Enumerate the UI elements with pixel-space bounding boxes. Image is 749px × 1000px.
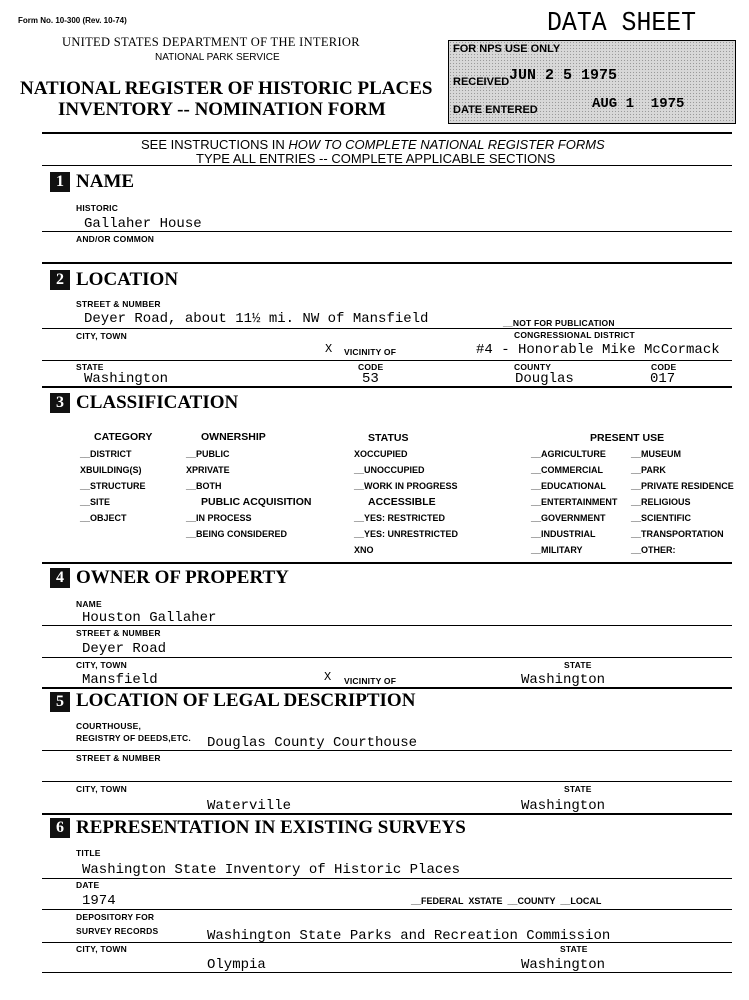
- owner-name-value: Houston Gallaher: [82, 610, 217, 626]
- nps-box-label: FOR NPS USE ONLY: [453, 43, 561, 55]
- present-use-option[interactable]: __AGRICULTURE: [531, 449, 606, 459]
- section-6-number: 6: [50, 818, 70, 838]
- status-option[interactable]: XOCCUPIED: [354, 449, 408, 459]
- survey-state-value: Washington: [521, 957, 606, 973]
- section-3-title: CLASSIFICATION: [76, 392, 239, 413]
- county-code-label: CODE: [651, 362, 677, 372]
- courthouse-label-line1: COURTHOUSE,: [76, 721, 142, 731]
- street-label: STREET & NUMBER: [76, 299, 161, 309]
- legal-state-label: STATE: [564, 784, 592, 794]
- category-option[interactable]: __DISTRICT: [80, 449, 132, 459]
- section-3-number: 3: [50, 393, 70, 413]
- present-use-heading: PRESENT USE: [590, 432, 665, 444]
- section-2-number: 2: [50, 270, 70, 290]
- owner-name-label: NAME: [76, 599, 102, 609]
- historic-label: HISTORIC: [76, 203, 119, 213]
- date-entered-value: AUG 1 1975: [592, 96, 685, 112]
- department-name: UNITED STATES DEPARTMENT OF THE INTERIOR: [62, 35, 360, 49]
- not-for-publication: __NOT FOR PUBLICATION: [503, 318, 615, 328]
- form-title-line1: NATIONAL REGISTER OF HISTORIC PLACES: [20, 78, 433, 99]
- public-acquisition-heading: PUBLIC ACQUISITION: [201, 496, 312, 508]
- city-label: CITY, TOWN: [76, 331, 127, 341]
- acquisition-option[interactable]: __IN PROCESS: [186, 513, 252, 523]
- owner-city-label: CITY, TOWN: [76, 660, 127, 670]
- instructions-rule: [42, 165, 732, 166]
- header-rule: [42, 132, 732, 134]
- ownership-option[interactable]: XPRIVATE: [186, 465, 230, 475]
- section-rule: [42, 687, 732, 689]
- instructions-line2: TYPE ALL ENTRIES -- COMPLETE APPLICABLE SECTIONS: [196, 151, 556, 166]
- historic-name-value: Gallaher House: [84, 216, 202, 232]
- survey-title-value: Washington State Inventory of Historic Places: [82, 862, 461, 878]
- survey-level-options: __FEDERAL XSTATE __COUNTY __LOCAL: [411, 896, 602, 906]
- state-value: Washington: [84, 371, 169, 387]
- survey-title-label: TITLE: [76, 848, 101, 858]
- form-number: Form No. 10-300 (Rev. 10-74): [18, 16, 127, 25]
- congressional-district-value: #4 - Honorable Mike McCormack: [476, 342, 720, 358]
- present-use-option[interactable]: __PARK: [631, 465, 666, 475]
- present-use-option[interactable]: __EDUCATIONAL: [531, 481, 606, 491]
- courthouse-label-line2: REGISTRY OF DEEDS,ETC.: [76, 733, 191, 743]
- accessible-heading: ACCESSIBLE: [368, 496, 436, 508]
- present-use-option[interactable]: __SCIENTIFIC: [631, 513, 692, 523]
- owner-state-value: Washington: [521, 672, 606, 688]
- instructions-prefix: SEE INSTRUCTIONS IN: [141, 137, 289, 152]
- county-value: Douglas: [515, 371, 574, 387]
- legal-city-value: Waterville: [207, 798, 292, 814]
- accessible-option[interactable]: __YES: UNRESTRICTED: [354, 529, 459, 539]
- owner-state-label: STATE: [564, 660, 592, 670]
- status-option[interactable]: __UNOCCUPIED: [354, 465, 425, 475]
- owner-street-value: Deyer Road: [82, 641, 167, 657]
- state-label: STATE: [76, 362, 104, 372]
- location-street-value: Deyer Road, about 11½ mi. NW of Mansfield: [84, 311, 429, 327]
- survey-city-label: CITY, TOWN: [76, 944, 127, 954]
- section-2-title: LOCATION: [76, 269, 179, 290]
- category-option[interactable]: __STRUCTURE: [80, 481, 146, 491]
- section-rule: [42, 386, 732, 388]
- owner-street-label: STREET & NUMBER: [76, 628, 161, 638]
- rule: [42, 328, 732, 329]
- owner-vicinity-label: VICINITY OF: [344, 676, 397, 686]
- section-6-title: REPRESENTATION IN EXISTING SURVEYS: [76, 817, 466, 838]
- present-use-option[interactable]: __TRANSPORTATION: [631, 529, 724, 539]
- present-use-option[interactable]: __ENTERTAINMENT: [531, 497, 618, 507]
- section-1-number: 1: [50, 172, 70, 192]
- rule: [42, 750, 732, 751]
- status-heading: STATUS: [368, 432, 409, 444]
- category-option[interactable]: __OBJECT: [80, 513, 127, 523]
- legal-street-label: STREET & NUMBER: [76, 753, 161, 763]
- owner-city-value: Mansfield: [82, 672, 158, 688]
- section-5-number: 5: [50, 692, 70, 712]
- present-use-option[interactable]: __MILITARY: [531, 545, 583, 555]
- data-sheet-stamp: DATA SHEET: [547, 9, 697, 39]
- status-option[interactable]: __WORK IN PROGRESS: [354, 481, 458, 491]
- date-entered-label: DATE ENTERED: [453, 104, 538, 116]
- section-5-title: LOCATION OF LEGAL DESCRIPTION: [76, 690, 416, 711]
- ownership-option[interactable]: __PUBLIC: [186, 449, 230, 459]
- present-use-option[interactable]: __PRIVATE RESIDENCE: [631, 481, 734, 491]
- category-option[interactable]: __SITE: [80, 497, 111, 507]
- rule: [42, 909, 732, 910]
- received-label: RECEIVED: [453, 76, 510, 88]
- accessible-option[interactable]: __YES: RESTRICTED: [354, 513, 446, 523]
- rule: [42, 972, 732, 973]
- ownership-heading: OWNERSHIP: [201, 431, 266, 443]
- county-label: COUNTY: [514, 362, 552, 372]
- section-rule: [42, 562, 732, 564]
- section-rule: [42, 813, 732, 815]
- rule: [42, 942, 732, 943]
- survey-city-value: Olympia: [207, 957, 266, 973]
- nps-use-box: [448, 40, 736, 124]
- received-value: JUN 2 5 1975: [509, 67, 618, 84]
- present-use-option[interactable]: __OTHER:: [631, 545, 676, 555]
- acquisition-option[interactable]: __BEING CONSIDERED: [186, 529, 288, 539]
- ownership-option[interactable]: __BOTH: [186, 481, 222, 491]
- rule: [42, 625, 732, 626]
- legal-city-label: CITY, TOWN: [76, 784, 127, 794]
- instructions-italic: HOW TO COMPLETE NATIONAL REGISTER FORMS: [288, 137, 605, 152]
- present-use-option[interactable]: __INDUSTRIAL: [531, 529, 596, 539]
- survey-state-label: STATE: [560, 944, 588, 954]
- vicinity-mark: X: [325, 342, 333, 356]
- rule: [42, 781, 732, 782]
- rule: [42, 878, 732, 879]
- category-heading: CATEGORY: [94, 431, 153, 443]
- form-title-line2: INVENTORY -- NOMINATION FORM: [58, 99, 386, 120]
- present-use-option[interactable]: __RELIGIOUS: [631, 497, 691, 507]
- survey-date-value: 1974: [82, 893, 116, 909]
- rule: [42, 657, 732, 658]
- survey-date-label: DATE: [76, 880, 100, 890]
- courthouse-value: Douglas County Courthouse: [207, 735, 418, 751]
- category-option[interactable]: XBUILDING(S): [80, 465, 142, 475]
- code-label: CODE: [358, 362, 384, 372]
- depository-value: Washington State Parks and Recreation Commission: [207, 928, 611, 944]
- section-4-title: OWNER OF PROPERTY: [76, 567, 289, 588]
- depository-label-line1: DEPOSITORY FOR: [76, 912, 155, 922]
- vicinity-label: VICINITY OF: [344, 347, 397, 357]
- present-use-option[interactable]: __COMMERCIAL: [531, 465, 604, 475]
- accessible-option[interactable]: XNO: [354, 545, 374, 555]
- section-4-number: 4: [50, 568, 70, 588]
- service-name: NATIONAL PARK SERVICE: [155, 52, 280, 63]
- owner-vicinity-mark: X: [324, 670, 332, 684]
- present-use-option[interactable]: __MUSEUM: [631, 449, 682, 459]
- state-code-value: 53: [362, 371, 379, 387]
- depository-label-line2: SURVEY RECORDS: [76, 926, 159, 936]
- section-rule: [42, 262, 732, 264]
- congressional-district-label: CONGRESSIONAL DISTRICT: [514, 330, 635, 340]
- county-code-value: 017: [650, 371, 676, 387]
- common-label: AND/OR COMMON: [76, 234, 155, 244]
- section-1-title: NAME: [76, 171, 135, 192]
- rule: [42, 231, 732, 232]
- present-use-option[interactable]: __GOVERNMENT: [531, 513, 606, 523]
- legal-state-value: Washington: [521, 798, 606, 814]
- instructions-line1: [141, 137, 605, 152]
- rule: [42, 360, 732, 361]
